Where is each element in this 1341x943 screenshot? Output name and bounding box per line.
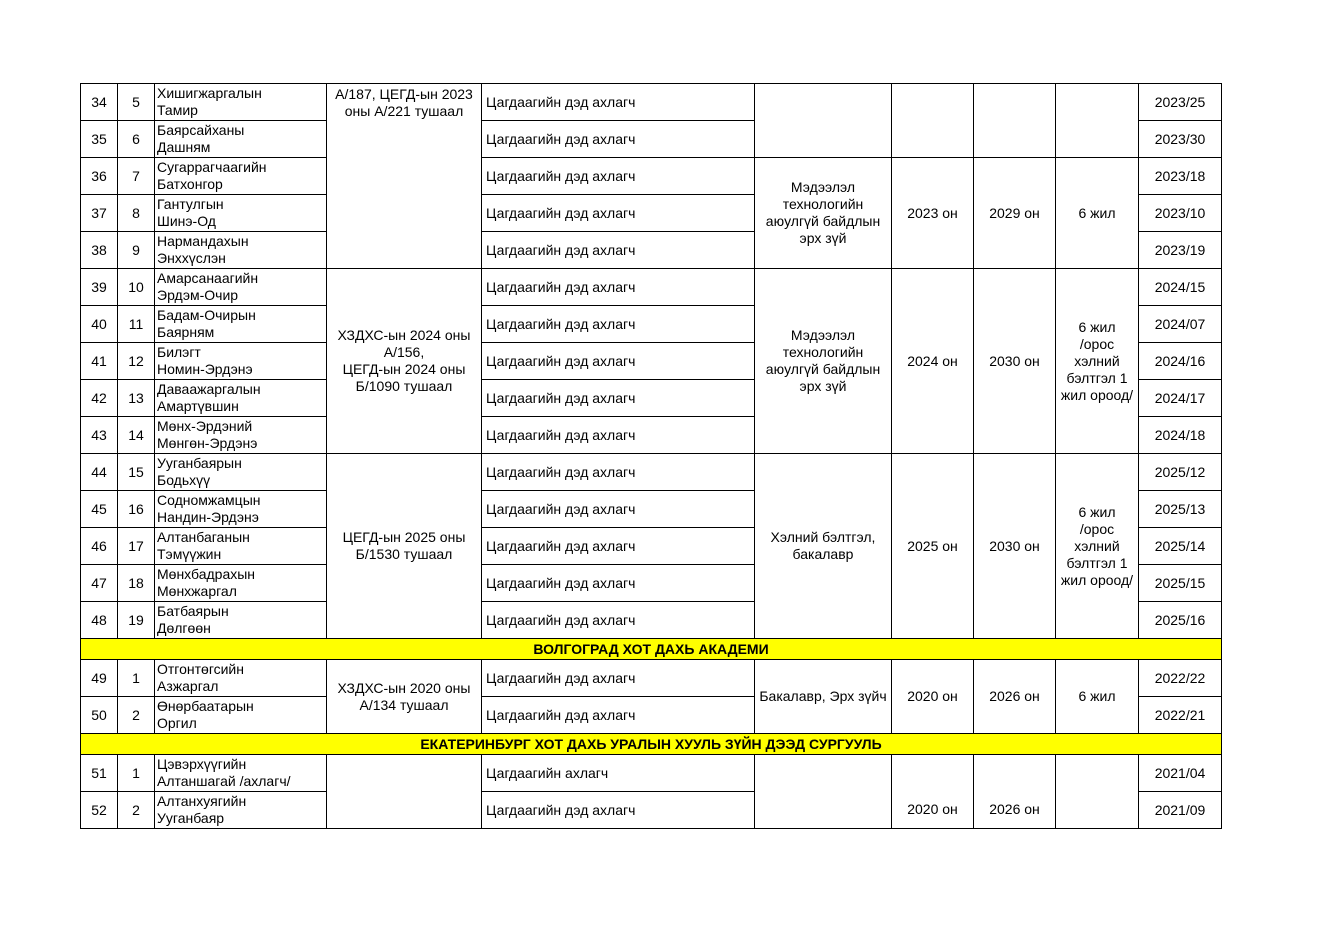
rank-cell: Цагдаагийн дэд ахлагч [482,121,755,158]
student-name: Мөнхбадрахын Мөнхжаргал [155,565,327,602]
student-name: Билэгт Номин-Эрдэнэ [155,343,327,380]
row-index: 19 [118,602,155,639]
rank-cell: Цагдаагийн дэд ахлагч [482,269,755,306]
end-year-cell: 2030 он [974,454,1056,639]
student-name: Өнөрбаатарын Оргил [155,697,327,734]
order-cell: А/187, ЦЕГД-ын 2023 оны А/221 тушаал [327,84,482,269]
row-index: 1 [118,660,155,697]
code-cell: 2022/22 [1139,660,1222,697]
duration-cell: 6 жил [1056,660,1139,734]
duration-cell-empty [1056,84,1139,158]
rank-cell: Цагдаагийн дэд ахлагч [482,380,755,417]
end-year-cell: 2029 он [974,158,1056,269]
row-number: 45 [81,491,118,528]
row-number: 41 [81,343,118,380]
rank-cell: Цагдаагийн дэд ахлагч [482,306,755,343]
rank-cell: Цагдаагийн дэд ахлагч [482,84,755,121]
rank-cell: Цагдаагийн дэд ахлагч [482,491,755,528]
row-index: 2 [118,697,155,734]
code-cell: 2022/21 [1139,697,1222,734]
student-table [80,83,1222,829]
rank-cell: Цагдаагийн дэд ахлагч [482,602,755,639]
student-name: Цэвэрхүүгийн Алтаншагай /ахлагч/ [155,755,327,792]
rank-cell: Цагдаагийн дэд ахлагч [482,417,755,454]
code-cell: 2024/07 [1139,306,1222,343]
start-year-cell: 2020 он [892,755,974,829]
section-header-row [81,734,1222,755]
table-row [81,84,1222,121]
student-name: Содномжамцын Нандин-Эрдэнэ [155,491,327,528]
row-number: 40 [81,306,118,343]
student-name: Сугаррагчаагийн Батхонгор [155,158,327,195]
order-cell: ХЗДХС-ын 2020 оны А/134 тушаал [327,660,482,734]
start-year-cell: 2025 он [892,454,974,639]
end-cell-empty [974,84,1056,158]
duration-cell: 6 жил /орос хэлний бэлтгэл 1 жил ороод/ [1056,454,1139,639]
student-name: Бадам-Очирын Баярням [155,306,327,343]
end-year-cell: 2030 он [974,269,1056,454]
row-index: 13 [118,380,155,417]
field-cell: Мэдээлэл технологийн аюулгүй байдлын эрх зүй [755,269,892,454]
rank-cell: Цагдаагийн дэд ахлагч [482,697,755,734]
field-cell-empty [755,84,892,158]
rank-cell: Цагдаагийн дэд ахлагч [482,343,755,380]
row-index: 11 [118,306,155,343]
code-cell: 2023/25 [1139,84,1222,121]
table-row [81,660,1222,697]
student-name: Даваажаргалын Амартүвшин [155,380,327,417]
row-number: 52 [81,792,118,829]
row-number: 37 [81,195,118,232]
section-header-ekaterinburg: ЕКАТЕРИНБУРГ ХОТ ДАХЬ УРАЛЫН ХУУЛЬ ЗҮЙН ДЭЭД СУРГУУЛЬ [81,734,1222,755]
student-name: Батбаярын Дөлгөөн [155,602,327,639]
rank-cell: Цагдаагийн дэд ахлагч [482,792,755,829]
row-number: 39 [81,269,118,306]
code-cell: 2025/14 [1139,528,1222,565]
row-index: 2 [118,792,155,829]
field-cell: Хэлний бэлтгэл, бакалавр [755,454,892,639]
section-header-volgograd: ВОЛГОГРАД ХОТ ДАХЬ АКАДЕМИ [81,639,1222,660]
student-name: Мөнх-Эрдэний Мөнгөн-Эрдэнэ [155,417,327,454]
row-index: 7 [118,158,155,195]
duration-cell: 6 жил [1056,158,1139,269]
end-year-cell: 2026 он [974,755,1056,829]
field-cell: Мэдээлэл технологийн аюулгүй байдлын эрх зүй [755,158,892,269]
row-index: 10 [118,269,155,306]
row-index: 14 [118,417,155,454]
code-cell: 2024/15 [1139,269,1222,306]
start-year-cell: 2023 он [892,158,974,269]
rank-cell: Цагдаагийн дэд ахлагч [482,660,755,697]
row-number: 34 [81,84,118,121]
code-cell: 2025/12 [1139,454,1222,491]
code-cell: 2025/16 [1139,602,1222,639]
order-cell: ЦЕГД-ын 2025 оны Б/1530 тушаал [327,454,482,639]
row-index: 5 [118,84,155,121]
row-number: 47 [81,565,118,602]
rank-cell: Цагдаагийн ахлагч [482,755,755,792]
rank-cell: Цагдаагийн дэд ахлагч [482,158,755,195]
rank-cell: Цагдаагийн дэд ахлагч [482,528,755,565]
row-index: 16 [118,491,155,528]
table-row [81,158,1222,195]
student-name: Алтанбаганын Тэмүүжин [155,528,327,565]
row-number: 50 [81,697,118,734]
field-cell-empty [755,755,892,829]
row-index: 18 [118,565,155,602]
code-cell: 2023/19 [1139,232,1222,269]
student-name: Амарсанаагийн Эрдэм-Очир [155,269,327,306]
rank-cell: Цагдаагийн дэд ахлагч [482,195,755,232]
row-number: 42 [81,380,118,417]
duration-cell-empty [1056,755,1139,829]
start-year-cell: 2020 он [892,660,974,734]
rank-cell: Цагдаагийн дэд ахлагч [482,232,755,269]
table-row [81,454,1222,491]
code-cell: 2024/18 [1139,417,1222,454]
rank-cell: Цагдаагийн дэд ахлагч [482,454,755,491]
field-cell: Бакалавр, Эрх зүйч [755,660,892,734]
code-cell: 2023/10 [1139,195,1222,232]
end-year-cell: 2026 он [974,660,1056,734]
student-name: Нармандахын Энххүслэн [155,232,327,269]
start-cell-empty [892,84,974,158]
code-cell: 2024/17 [1139,380,1222,417]
code-cell: 2025/15 [1139,565,1222,602]
row-number: 38 [81,232,118,269]
start-year-cell: 2024 он [892,269,974,454]
row-number: 46 [81,528,118,565]
student-name: Баярсайханы Дашням [155,121,327,158]
student-name: Ууганбаярын Бодьхүү [155,454,327,491]
section-header-row [81,639,1222,660]
row-number: 49 [81,660,118,697]
code-cell: 2021/09 [1139,792,1222,829]
table-row [81,755,1222,792]
code-cell: 2023/18 [1139,158,1222,195]
student-name: Отгонтөгсийн Азжаргал [155,660,327,697]
code-cell: 2024/16 [1139,343,1222,380]
student-name: Гантулгын Шинэ-Од [155,195,327,232]
row-index: 1 [118,755,155,792]
row-number: 48 [81,602,118,639]
order-cell-empty [327,755,482,829]
table-row [81,269,1222,306]
row-index: 8 [118,195,155,232]
row-number: 35 [81,121,118,158]
code-cell: 2021/04 [1139,755,1222,792]
row-number: 51 [81,755,118,792]
code-cell: 2025/13 [1139,491,1222,528]
order-cell: ХЗДХС-ын 2024 оны А/156, ЦЕГД-ын 2024 оны Б/1090 тушаал [327,269,482,454]
row-index: 15 [118,454,155,491]
row-number: 36 [81,158,118,195]
rank-cell: Цагдаагийн дэд ахлагч [482,565,755,602]
row-number: 43 [81,417,118,454]
row-index: 17 [118,528,155,565]
code-cell: 2023/30 [1139,121,1222,158]
row-number: 44 [81,454,118,491]
student-name: Алтанхуягийн Ууганбаяр [155,792,327,829]
duration-cell: 6 жил /орос хэлний бэлтгэл 1 жил ороод/ [1056,269,1139,454]
student-name: Хишигжаргалын Тамир [155,84,327,121]
row-index: 9 [118,232,155,269]
row-index: 12 [118,343,155,380]
row-index: 6 [118,121,155,158]
